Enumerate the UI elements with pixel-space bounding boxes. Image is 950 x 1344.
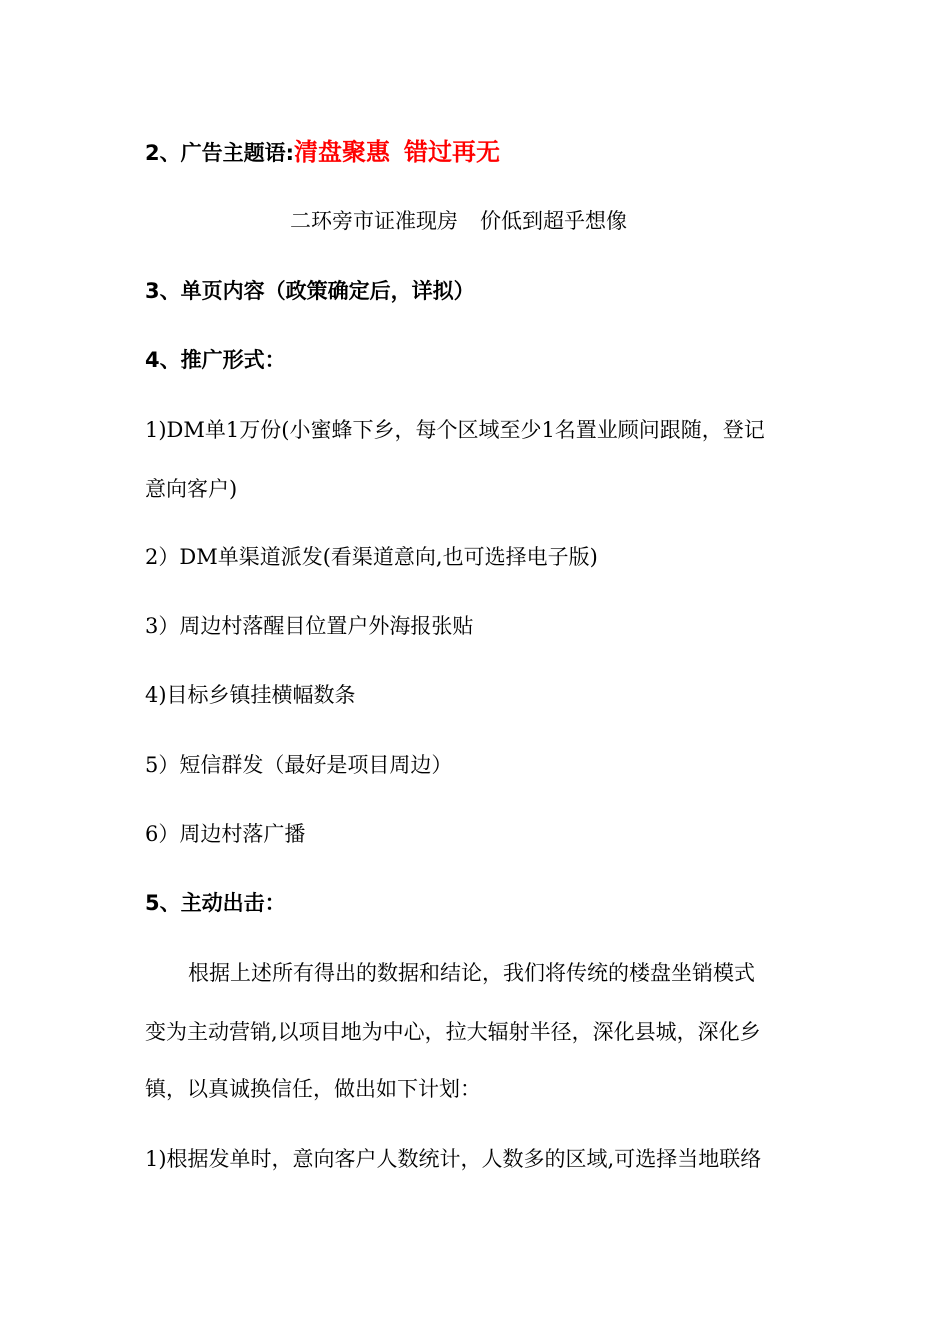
slogan-part-1: 清盘聚惠 [294, 138, 391, 166]
subline-part-2: 价低到超乎想像 [480, 209, 627, 233]
section-2-line [145, 137, 500, 168]
paragraph-line: 镇，以真诚换信任，做出如下计划： [145, 1077, 481, 1101]
list-item: 5）短信群发（最好是项目周边） [145, 753, 453, 777]
section-3-heading: 3、单页内容（政策确定后，详拟） [145, 279, 475, 303]
paragraph-line: 根据上述所有得出的数据和结论，我们将传统的楼盘坐销模式 [188, 961, 755, 985]
list-item: 1)根据发单时，意向客户人数统计，人数多的区域,可选择当地联络 [145, 1147, 762, 1171]
section-4-heading: 4、推广形式： [145, 348, 286, 372]
subline-part-1: 二环旁市证准现房 [290, 209, 458, 233]
slogan-part-2: 错过再无 [404, 138, 501, 166]
section-5-heading: 5、主动出击： [145, 891, 286, 915]
list-item: 4)目标乡镇挂横幅数条 [145, 683, 356, 707]
list-item: 意向客户) [145, 477, 238, 501]
list-item: 2）DM单渠道派发(看渠道意向,也可选择电子版) [145, 545, 598, 569]
paragraph-line: 变为主动营销,以项目地为中心，拉大辐射半径，深化县城，深化乡 [145, 1020, 761, 1044]
slogan-subline [290, 206, 627, 236]
list-item: 6）周边村落广播 [145, 822, 306, 846]
section-2-label: 2、广告主题语: [145, 141, 295, 165]
list-item: 3）周边村落醒目位置户外海报张贴 [145, 614, 474, 638]
list-item: 1)DM单1万份(小蜜蜂下乡，每个区域至少1名置业顾问跟随，登记 [145, 418, 765, 442]
